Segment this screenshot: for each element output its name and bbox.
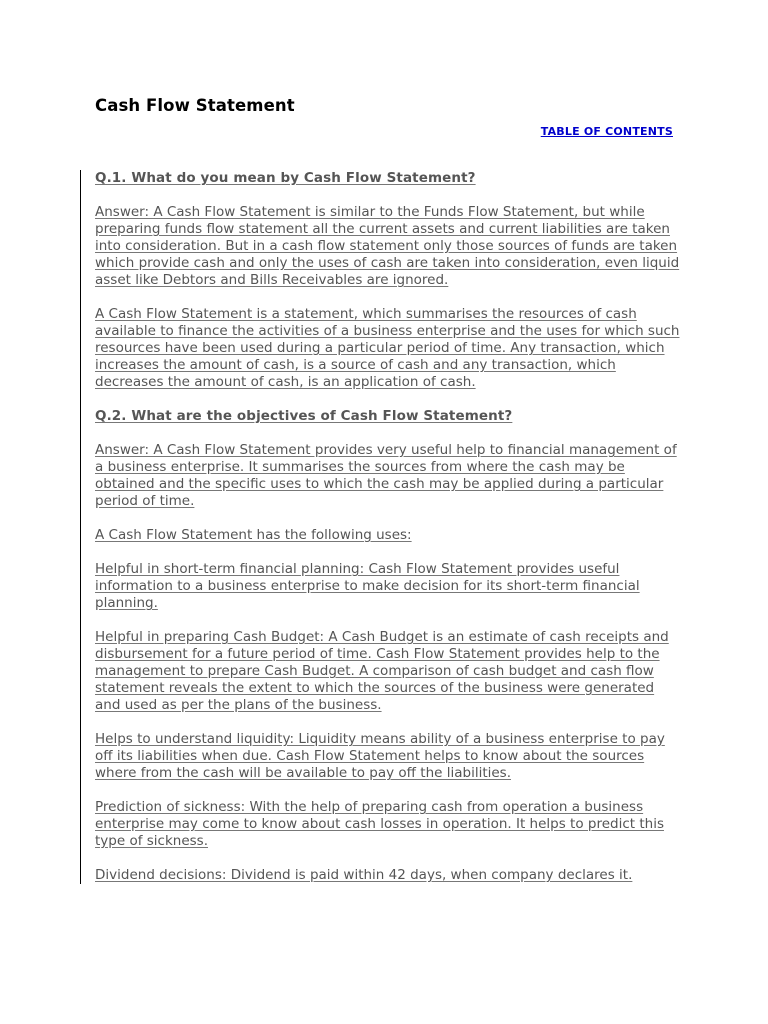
body-paragraph[interactable]: A Cash Flow Statement has the following uses: <box>95 527 412 543</box>
left-margin-rule <box>80 170 81 884</box>
table-of-contents-link[interactable]: TABLE OF CONTENTS <box>540 125 673 138</box>
body-paragraph[interactable]: Answer: A Cash Flow Statement is similar to the Funds Flow Statement, but while preparing funds flow statement all the current assets and current liabilities are taken into consideration. But in a cash flow statement only those sources of funds are taken which provide cash and only the uses of cash are taken into consideration, even liquid asset like Debtors and Bills Receivables are ignored. <box>95 204 680 288</box>
body-paragraph[interactable]: Dividend decisions: Dividend is paid within 42 days, when company declares it. <box>95 867 633 883</box>
question-heading[interactable]: Q.1. What do you mean by Cash Flow Statement? <box>95 170 476 186</box>
body-paragraph[interactable]: Helpful in short-term financial planning: Cash Flow Statement provides useful information to a business enterprise to make decision for its short-term financial planning. <box>95 561 640 611</box>
body-paragraph[interactable]: Answer: A Cash Flow Statement provides very useful help to financial management of a business enterprise. It summarises the sources from where the cash may be obtained and the specific uses to which the cash may be applied during a particular period of time. <box>95 442 677 509</box>
document-body <box>95 170 680 901</box>
question-heading[interactable]: Q.2. What are the objectives of Cash Flow Statement? <box>95 408 513 424</box>
document-title: Cash Flow Statement <box>95 96 295 115</box>
body-paragraph[interactable]: A Cash Flow Statement is a statement, which summarises the resources of cash available to finance the activities of a business enterprise and the uses for which such resources have been used during a particular period of time. Any transaction, which increases the amount of cash, is a source of cash and any transaction, which decreases the amount of cash, is an application of cash. <box>95 306 680 390</box>
body-paragraph[interactable]: Prediction of sickness: With the help of preparing cash from operation a business enterprise may come to know about cash losses in operation. It helps to predict this type of sickness. <box>95 799 664 849</box>
body-paragraph[interactable]: Helps to understand liquidity: Liquidity means ability of a business enterprise to pay off its liabilities when due. Cash Flow Statement helps to know about the sources where from the cash will be available to pay off the liabilities. <box>95 731 665 781</box>
body-paragraph[interactable]: Helpful in preparing Cash Budget: A Cash Budget is an estimate of cash receipts and disbursement for a future period of time. Cash Flow Statement provides help to the management to prepare Cash Budget. A comparison of cash budget and cash flow statement reveals the extent to which the sources of the business were generated and used as per the plans of the business. <box>95 629 669 713</box>
